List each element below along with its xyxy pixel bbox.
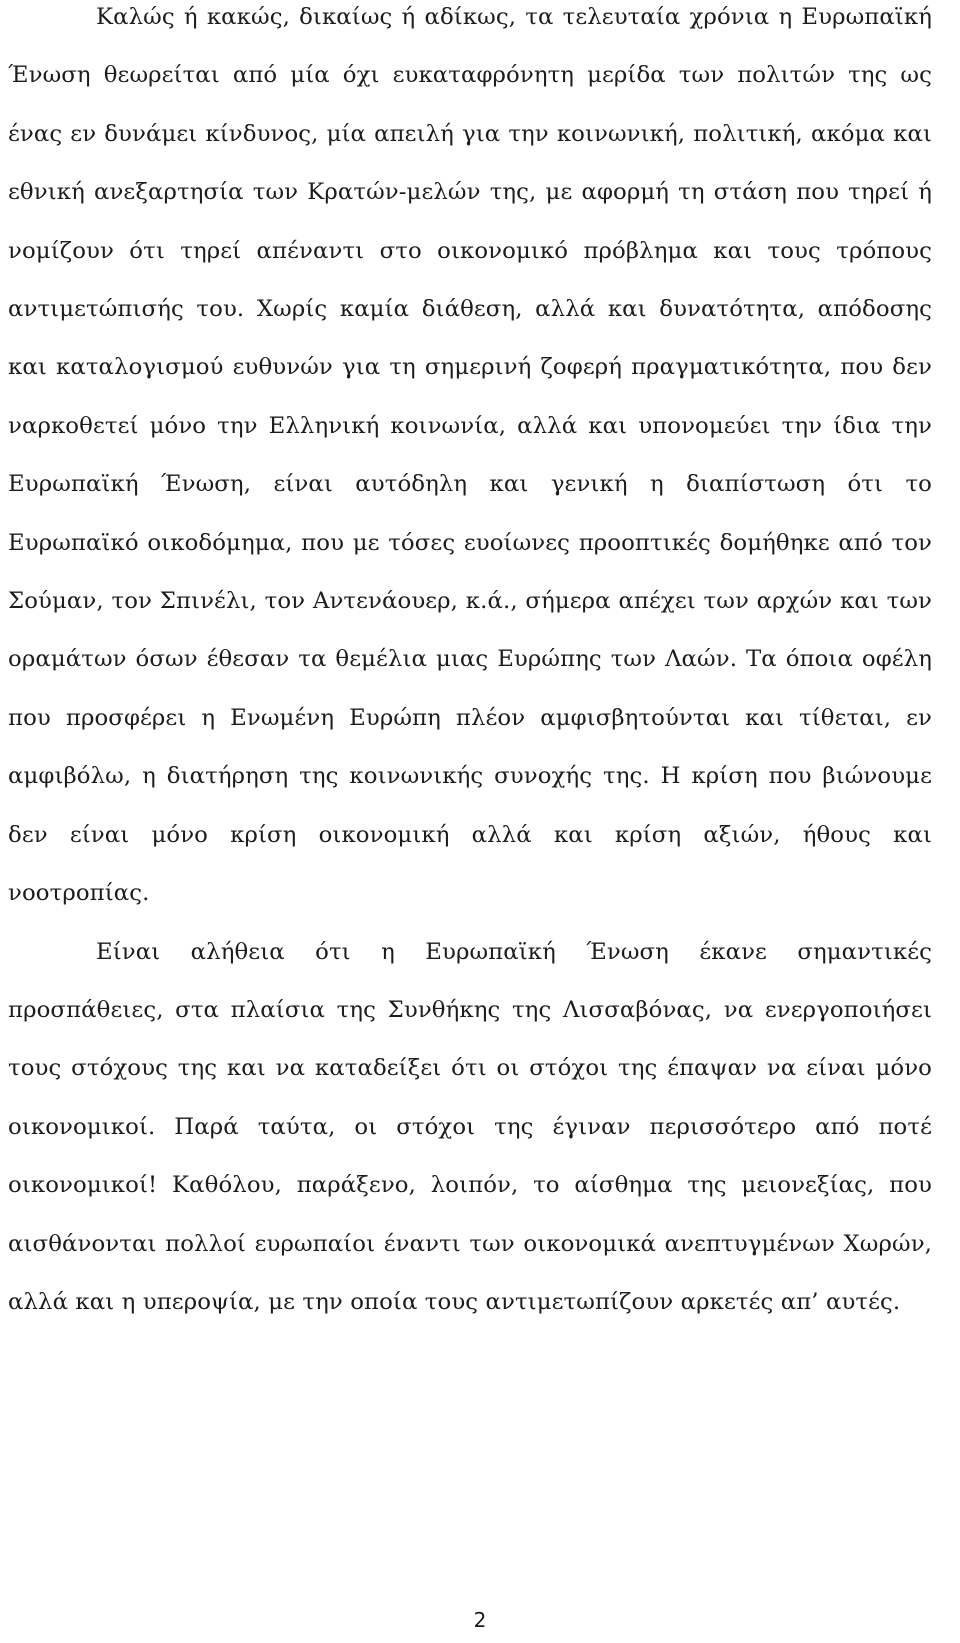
body-paragraph-2: Είναι αλήθεια ότι η Ευρωπαϊκή Ένωση έκανε σημαντικές προσπάθειες, στα πλαίσια της Συνθήκης της Λισσαβόνας, να ενεργοποιήσει τους στόχους της και να καταδείξει ότι οι στόχοι της έπαψαν να είναι μόνο οικονομικοί. Παρά ταύτα, οι στόχοι της έγιναν περισσότερο από ποτέ οικονομικοί! Καθόλου, παράξενο, λοιπόν, το αίσθημα της μειονεξίας, που αισθάνονται πολλοί ευρωπαίοι έναντι των οικονομικά ανεπτυγμένων Χωρών, αλλά και η υπεροψία, με την οποία τους αντιμετωπίζουν αρκετές απ’ αυτές. — [8, 938, 932, 1315]
page-number: 2 — [473, 1608, 487, 1632]
body-paragraph-1: Καλώς ή κακώς, δικαίως ή αδίκως, τα τελευταία χρόνια η Ευρωπαϊκή Ένωση θεωρείται από μία όχι ευκαταφρόνητη μερίδα των πολιτών της ως ένας εν δυνάμει κίνδυνος, μία απειλή για την κοινωνική, πολιτική, ακόμα και εθνική ανεξαρτησία των Κρατών-μελών της, με αφορμή τη στάση που τηρεί ή νομίζουν ότι τηρεί απέναντι στο οικονομικό πρόβλημα και τους τρόπους αντιμετώπισής του. Χωρίς καμία διάθεση, αλλά και δυνατότητα, απόδοσης και καταλογισμού ευθυνών για τη σημερινή ζοφερή πραγματικότητα, που δεν ναρκοθετεί μόνο την Ελληνική κοινωνία, αλλά και υπονομεύει την ίδια την Ευρωπαϊκή Ένωση, είναι αυτόδηλη και γενική η διαπίστωση ότι το Ευρωπαϊκό οικοδόμημα, που με τόσες ευοίωνες προοπτικές δομήθηκε από τον Σούμαν, τον Σπινέλι, τον Αντενάουερ, κ.ά., σήμερα απέχει των αρχών και των οραμάτων όσων έθεσαν τα θεμέλια μιας Ευρώπης των Λαών. Τα όποια οφέλη που προσφέρει η Ενωμένη Ευρώπη πλέον αμφισβητούνται και τίθεται, εν αμφιβόλω, η διατήρηση της κοινωνικής συνοχής της. Η κρίση που βιώνουμε δεν είναι μόνο κρίση οικονομική αλλά και κρίση αξιών, ήθους και νοοτροπίας. — [8, 4, 932, 907]
